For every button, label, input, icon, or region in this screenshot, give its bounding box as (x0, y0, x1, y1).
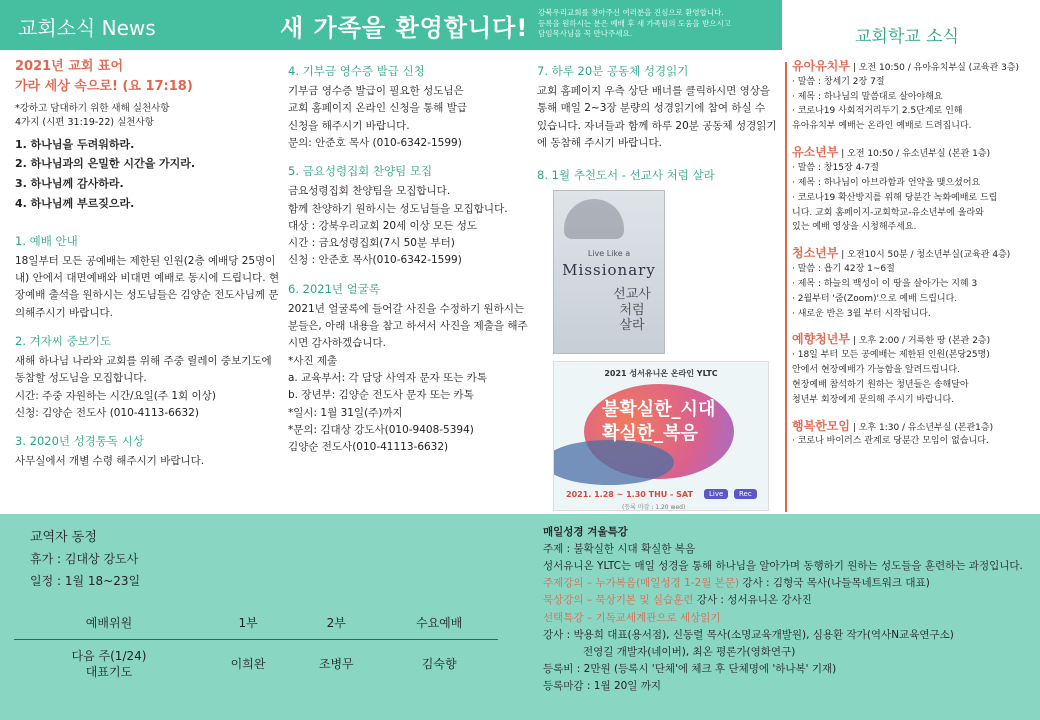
lecture-speakers: 강사 : 박용희 대표(용서점), 신동렬 목사(소명교육개발원), 심용환 작가(역사N교육연구소) (543, 628, 954, 641)
winter-lecture (543, 524, 1033, 695)
section-body: 교회 홈페이지 우측 상단 배너를 클릭하시면 영상을 통해 매일 2~3장 분량의 성경읽기에 참여 하실 수 있습니다. 자녀들과 함께 하루 20분 공동체 성경읽기에 동참해 주시기 바랍니다. (537, 84, 777, 149)
practice-intro: *강하고 담대하기 위한 새해 실천사항 4가지 (시편 31:19-22) 실천사항 (15, 103, 170, 129)
dept-title: 청소년부 (792, 246, 839, 261)
dept-meta: | 오후 1:30 / 유소년부실 (본관1층) (849, 422, 994, 433)
table-cell: 조병무 (318, 657, 354, 672)
news-title: 교회소식 News (18, 16, 156, 40)
dept-title: 유소년부 (792, 145, 839, 160)
motto-verse: 가라 세상 속으로! (요 17:18) (15, 78, 193, 94)
section-title: 4. 기부금 영수증 발급 신청 (288, 64, 425, 78)
dept-body: · 말씀 : 욥기 42장 1~6절 · 제목 : 하늘의 백성이 이 땅을 살아가는 지혜 3 · 2월부터 '줌(Zoom)'으로 예배 드립니다. · 새로운 반은 3월 부터 시작됩니다. (792, 263, 978, 319)
section-title: 6. 2021년 얼굴록 (288, 281, 380, 296)
practice-item: 1. 하나님을 두려워하라. (15, 137, 135, 151)
section-body: 기부금 영수증 발급이 필요한 성도님은 교회 홈페이지 온라인 신청을 통해 발급 신청을 해주시기 바랍니다. 문의: 안준호 목사 (010-6342-1599) (288, 84, 467, 149)
school-dept-heading (792, 245, 1040, 262)
practice-item: 2. 하나님과의 은밀한 시간을 가지라. (15, 157, 196, 171)
section-title: 5. 금요성령집회 찬양팀 모집 (288, 164, 433, 179)
section-body: 2021년 얼굴록에 들어갈 사진을 수정하기 원하시는 분들은, 아래 내용을 참고 하셔서 사진을 제출을 해주시면 감사하겠습니다. *사진 제출 a. 교육부서: 각 담당 사역자 문자 또는 카톡 b. 장년부: 김양순 전도사 문자 또는 카톡 *일시: 1월 31일(주)까지 *문의: 김대상 강도사(010-9408-5394) 김양순 전도사(010-41113-6632) (288, 302, 528, 454)
rec-badge: Rec (734, 489, 757, 499)
book-cover-image (553, 190, 665, 354)
table-header: 2부 (292, 610, 380, 640)
news-column-3 (537, 62, 777, 187)
section-title: 1. 예배 안내 (15, 233, 78, 248)
news-column-1 (15, 57, 280, 470)
table-header: 수요예배 (380, 610, 498, 640)
table-header: 예배위원 (14, 610, 204, 640)
poster-note: (등록 마감 : 1.20 wed) (622, 504, 686, 511)
poster-date: 2021. 1.28 ~ 1.30 THU - SAT (566, 490, 693, 499)
lecture-2-highlight: 묵상강의 – 묵상기본 및 실습훈련 (543, 594, 694, 607)
lecture-1 (543, 575, 1033, 592)
book-title-english: Missionary (562, 261, 656, 279)
news-column-2 (288, 62, 528, 457)
dept-body: · 18일 부터 모든 공예배는 제한된 인원(본당25명) 안에서 현장예배가 가능함을 알려드립니다. 현장예배 참석하기 원하는 청년들은 송해달아 청년부 회장에게 문의해 주시기 바랍니다. (792, 350, 990, 405)
poster-top: 2021 성서유니온 온라인 YLTC (604, 369, 718, 378)
welcome-title: 새 가족을 환영합니다! (280, 14, 529, 42)
table-cell: 이희완 (230, 657, 266, 672)
section-body: 18일부터 모든 공예배는 제한된 인원(2층 예배당 25명이내) 안에서 대면예배와 비대면 예배로 동시에 드립니다. 현장예배 출석을 원하시는 성도님들은 김양순 전도사님께 문의해주시기 바랍니다. (15, 254, 280, 319)
lecture-theme: 주제 : 불확실한 시대 확실한 복음 (543, 543, 696, 556)
book-subtitle: Live Like a (587, 249, 631, 258)
welcome-text: 강북우리교회를 찾아주신 여러분을 진심으로 환영합니다. 등록을 원하시는 분은 예배 후 새 가족팀의 도움을 받으시고 담임목사님을 꼭 만나주세요. (538, 8, 731, 38)
section-body: 금요성령집회 찬양팀을 모집합니다. 함께 찬양하기 원하시는 성도님들을 모집합니다. 대상 : 강북우리교회 20세 이상 모든 성도 시간 : 금요성령집회(7시 50분 부터) 신청 : 안준호 목사(010-6342-1599) (288, 185, 508, 267)
dept-title: 행복한모임 (792, 418, 850, 433)
section-title: 7. 하루 20분 공동체 성경읽기 (537, 64, 689, 78)
lecture-1-speaker: 강사 : 김형국 목사(나들목네트워크 대표) (739, 577, 930, 590)
live-badge: Live (704, 489, 728, 499)
lecture-2-speaker: 강사 : 성서유니온 강사진 (693, 594, 812, 607)
lecture-speakers-cont: 전영길 개발자(네이버), 최온 평론가(영화연구) (583, 645, 796, 658)
dept-title: 유아유치부 (792, 59, 850, 73)
school-title: 교회학교 소식 (855, 27, 959, 47)
dept-body: · 말씀 : 창15장 4-7절 · 제목 : 하나님이 아브라함과 언약을 맺으셨어요 · 코로나19 확산방지를 위해 당분간 녹화예배로 드립 니다. 교회 홈페이지-교회학교-유소년부에 올라와 있는 예배 영상을 시청해주세요. (792, 162, 998, 233)
practice-item: 3. 하나님께 감사하라. (15, 177, 124, 191)
dept-meta: | 오후 2:00 / 거룩한 땅 (본관 2층) (849, 336, 991, 347)
school-news-column (792, 58, 1040, 449)
school-dept-heading (792, 331, 1040, 348)
practice-item: 4. 하나님께 부르짖으라. (15, 196, 135, 210)
staff-news (30, 526, 500, 593)
staff-vacation: 휴가 : 김대상 강도사 (30, 552, 139, 567)
staff-schedule: 일정 : 1월 18~23일 (30, 573, 141, 588)
section-body: 사무실에서 개별 수령 해주시기 바랍니다. (15, 455, 205, 468)
section-title: 3. 2020년 성경통독 시상 (15, 434, 144, 449)
practice-list (15, 135, 280, 214)
school-dept-heading (792, 58, 1040, 75)
lecture-1-highlight: 주제강의 – 누가복음(매일성경 1-2월 본문) (543, 577, 740, 590)
lecture-3-highlight: 선택특강 – 기독교세계관으로 세상읽기 (543, 611, 721, 624)
table-header: 1부 (204, 610, 292, 640)
dept-body: · 말씀 : 창세기 2장 7절 · 제목 : 하나님의 말씀대로 살아야해요 · 코로나19 사회적거리두기 2.5단계로 인해 유아유치부 예배는 온라인 예배로 드려집니다. (792, 76, 972, 132)
bottom-panel (0, 514, 1040, 720)
dept-title: 예향청년부 (792, 332, 850, 347)
school-dept-heading (792, 418, 1040, 435)
lecture-deadline: 등록마감 : 1월 20일 까지 (543, 679, 662, 692)
dept-meta: | 오전 10:50 / 유소년부실 (본관 1층) (838, 149, 991, 160)
staff-news-title: 교역자 동정 (30, 530, 97, 545)
table-row (14, 640, 498, 685)
table-cell: 김숙향 (421, 657, 457, 672)
book-shoes-graphic (564, 199, 624, 239)
motto-title: 2021년 교회 표어 (15, 59, 124, 74)
table-cell: 다음 주(1/24) 대표기도 (71, 649, 147, 680)
dept-meta: | 오전10시 50분 / 청소년부실(교육관 4층) (838, 250, 1011, 261)
dept-body: · 코로나 바이러스 관계로 당분간 모임이 없습니다. (792, 436, 989, 447)
section-body: 새해 하나님 나라와 교회를 위해 주중 릴레이 중보기도에 동참할 성도님을 모집합니다. 시간: 주중 자원하는 시간/요일(주 1회 이상) 신청: 김양순 전도사 (010-4113-6632) (15, 354, 272, 419)
yltc-poster-image (553, 361, 769, 511)
dept-meta: | 오전 10:50 / 유아유치부실 (교육관 3층) (849, 63, 1020, 73)
poster-headline: 불확실한_시대 확실한_복음 (602, 399, 716, 445)
lecture-fee: 등록비 : 2만원 (등록시 '단체'에 체크 후 단체명에 '하나복' 기재) (543, 662, 837, 675)
book-title-korean: 선교사 처럼 살라 (613, 287, 651, 334)
table-header-row (14, 610, 498, 640)
lecture-2 (543, 592, 1033, 609)
worship-duty-table (14, 610, 498, 684)
school-dept-heading (792, 144, 1040, 161)
lecture-title: 매일성경 겨울특강 (543, 526, 628, 538)
school-divider (785, 62, 787, 512)
section-title: 2. 겨자씨 중보기도 (15, 333, 112, 348)
lecture-intro: 성서유니온 YLTC는 매일 성경을 통해 하나님을 알아가며 동행하기 원하는 성도들을 훈련하는 과정입니다. (543, 560, 1023, 573)
section-title: 8. 1월 추천도서 - 선교사 처럼 살라 (537, 168, 715, 183)
